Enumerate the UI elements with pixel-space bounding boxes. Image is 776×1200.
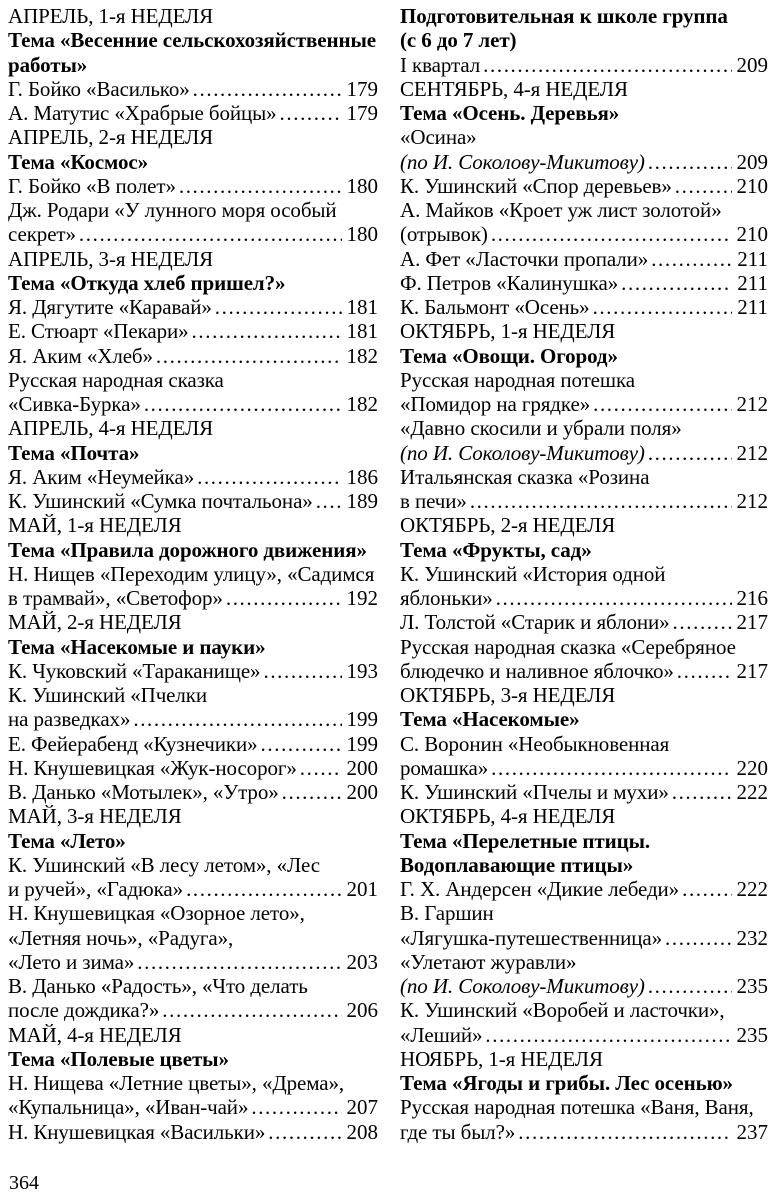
toc-entry-text: Русская народная потешка: [400, 367, 635, 392]
dot-leader: [651, 247, 732, 271]
toc-entry-text: яблоньки»: [400, 586, 493, 610]
toc-entry-text: и ручей», «Гадюка»: [8, 877, 184, 901]
toc-entry-text: АПРЕЛЬ, 3-я НЕДЕЛЯ: [8, 246, 214, 271]
toc-page-number: 181: [346, 319, 378, 344]
toc-entry-line: [400, 877, 768, 901]
toc-entry-text: Русская народная сказка «Серебряное: [400, 634, 736, 659]
toc-entry-text: К. Ушинский «Воробей и ласточки»,: [400, 998, 725, 1023]
toc-text-line: [400, 901, 768, 925]
dot-leader: [251, 1095, 341, 1119]
toc-text-line: [400, 77, 768, 101]
toc-text-line: [8, 804, 378, 828]
toc-entry-text: Дж. Родари «У лунного моря особый: [8, 198, 337, 222]
toc-page-number: 235: [736, 974, 768, 998]
dot-leader: [677, 659, 732, 683]
toc-left-column: [8, 4, 378, 1144]
toc-page-number: 222: [736, 877, 768, 901]
toc-entry-line: [400, 489, 768, 513]
toc-entry-text: К. Ушинский «В лесу летом», «Лес: [8, 852, 320, 877]
toc-entry-line: [8, 489, 378, 513]
toc-entry-text: Тема «Правила дорожного движения»: [8, 537, 367, 562]
toc-entry-line: [400, 53, 768, 77]
toc-entry-text: работы»: [8, 52, 88, 77]
toc-text-line: [400, 707, 768, 731]
toc-entry-text: АПРЕЛЬ, 1-я НЕДЕЛЯ: [8, 4, 214, 28]
toc-entry-text: АПРЕЛЬ, 2-я НЕДЕЛЯ: [8, 125, 214, 150]
toc-entry-line: [400, 586, 768, 610]
toc-page-number: 193: [346, 658, 378, 683]
toc-entry-text: (отрывок): [400, 222, 488, 247]
toc-entry-text: К. Ушинский «Пчелы и мухи»: [400, 780, 669, 804]
toc-entry-line: [8, 732, 378, 756]
toc-entry-text: НОЯБРЬ, 1-я НЕДЕЛЯ: [400, 1046, 603, 1071]
dot-leader: [485, 1023, 731, 1047]
toc-text-line: [400, 416, 768, 440]
dot-leader: [215, 295, 342, 319]
toc-text-line: [8, 974, 378, 998]
toc-entry-line: [400, 222, 768, 246]
toc-page-number: 210: [736, 173, 768, 198]
toc-entry-text: ОКТЯБРЬ, 4-я НЕДЕЛЯ: [400, 804, 616, 829]
toc-text-line: [400, 804, 768, 828]
toc-entry-line: [8, 586, 378, 610]
toc-entry-line: [400, 271, 768, 295]
toc-entry-text: К. Ушинский «Пчелки: [8, 683, 207, 707]
toc-text-line: [400, 635, 768, 659]
dot-leader: [665, 926, 731, 950]
toc-text-line: [400, 344, 768, 368]
toc-page-number: 212: [736, 392, 768, 416]
toc-entry-line: [8, 77, 378, 101]
toc-entry-line: [8, 877, 378, 901]
toc-entry-line: [400, 174, 768, 198]
toc-text-line: [8, 53, 378, 77]
dot-leader: [186, 877, 341, 901]
toc-entry-text: К. Ушинский «История одной: [400, 561, 666, 586]
toc-entry-line: [8, 780, 378, 804]
toc-text-line: [8, 150, 378, 174]
toc-text-line: [400, 853, 768, 877]
dot-leader: [648, 150, 732, 174]
toc-entry-text: С. Воронин «Необыкновенная: [400, 731, 670, 756]
toc-page-number: 199: [346, 707, 378, 732]
toc-entry-text: (по И. Соколову-Микитову): [400, 974, 645, 998]
dot-leader: [282, 780, 342, 804]
toc-page-number: 212: [736, 489, 768, 513]
toc-text-line: [8, 829, 378, 853]
toc-right-column: [400, 4, 768, 1144]
dot-leader: [675, 174, 732, 198]
dot-leader: [621, 271, 732, 295]
toc-entry-text: Водоплавающие птицы»: [400, 852, 634, 877]
toc-text-line: [8, 853, 378, 877]
toc-entry-text: Н. Кнушевицкая «Васильки»: [8, 1119, 266, 1144]
toc-entry-text: Г. Х. Андерсен «Дикие лебеди»: [400, 877, 680, 901]
toc-entry-text: «Лето и зима»: [8, 949, 135, 974]
dot-leader: [491, 756, 731, 780]
toc-text-line: [8, 513, 378, 537]
toc-entry-line: [8, 1095, 378, 1119]
toc-entry-line: [8, 295, 378, 319]
toc-entry-text: Русская народная сказка: [8, 367, 224, 392]
toc-text-line: [400, 101, 768, 125]
toc-entry-text: Я. Аким «Хлеб»: [8, 343, 153, 368]
toc-page-number: 220: [736, 755, 768, 780]
toc-entry-line: [400, 150, 768, 174]
dot-leader: [491, 222, 732, 246]
toc-entry-line: [8, 950, 378, 974]
dot-leader: [226, 586, 342, 610]
toc-entry-text: К. Ушинский «Сумка почтальона»: [8, 489, 313, 513]
toc-page-number: 217: [736, 658, 768, 683]
toc-text-line: [400, 465, 768, 489]
toc-page-number: 201: [346, 877, 378, 901]
toc-entry-text: АПРЕЛЬ, 4-я НЕДЕЛЯ: [8, 416, 214, 441]
dot-leader: [268, 1120, 341, 1144]
toc-entry-line: [8, 344, 378, 368]
toc-entry-line: [8, 392, 378, 416]
toc-page-number: 189: [346, 489, 378, 513]
toc-page-number: 211: [737, 295, 768, 319]
toc-text-line: [8, 1023, 378, 1047]
toc-entry-text: «Летняя ночь», «Радуга»,: [8, 925, 234, 950]
dot-leader: [192, 319, 342, 343]
toc-entry-line: [8, 465, 378, 489]
toc-text-line: [400, 998, 768, 1022]
toc-page-number: 182: [346, 392, 378, 416]
toc-entry-line: [8, 222, 378, 246]
toc-entry-text: Тема «Лето»: [8, 828, 126, 853]
toc-entry-text: Тема «Ягоды и грибы. Лес осенью»: [400, 1071, 733, 1095]
toc-entry-line: [400, 1120, 768, 1144]
toc-entry-line: [400, 926, 768, 950]
toc-text-line: [8, 28, 378, 52]
toc-entry-text: Тема «Насекомые и пауки»: [8, 634, 266, 659]
toc-entry-text: К. Бальмонт «Осень»: [400, 295, 590, 319]
dot-leader: [648, 441, 732, 465]
toc-entry-text: Л. Толстой «Старик и яблони»: [400, 610, 670, 635]
toc-text-line: [400, 125, 768, 149]
toc-entry-text: «Купальница», «Иван-чай»: [8, 1095, 249, 1120]
toc-page-number: 181: [346, 295, 378, 319]
toc-text-line: [400, 683, 768, 707]
toc-page-number: 237: [736, 1119, 768, 1144]
toc-text-line: [8, 1071, 378, 1095]
dot-leader: [197, 465, 341, 489]
toc-page-number: 211: [737, 270, 768, 295]
toc-page-number: 208: [346, 1119, 378, 1144]
toc-entry-text: Г. Бойко «Василько»: [8, 76, 190, 101]
dot-leader: [593, 295, 733, 319]
toc-text-line: [400, 28, 768, 52]
toc-text-line: [8, 271, 378, 295]
dot-leader: [648, 974, 732, 998]
toc-entry-text: где ты был?»: [400, 1119, 516, 1144]
toc-entry-text: СЕНТЯБРЬ, 4-я НЕДЕЛЯ: [400, 76, 628, 101]
toc-page-number: 203: [346, 949, 378, 974]
dot-leader: [263, 659, 341, 683]
dot-leader: [593, 392, 731, 416]
toc-entry-text: А. Майков «Кроет уж лист золотой»: [400, 198, 722, 222]
toc-text-line: [8, 538, 378, 562]
toc-text-line: [400, 732, 768, 756]
toc-entry-text: Н. Кнушевицкая «Озорное лето»,: [8, 901, 305, 926]
toc-page-number: 206: [346, 998, 378, 1023]
toc-entry-line: [8, 1120, 378, 1144]
dot-leader: [133, 707, 341, 731]
toc-text-line: [8, 368, 378, 392]
toc-text-line: [8, 4, 378, 28]
toc-entry-text: Тема «Овощи. Огород»: [400, 343, 618, 368]
toc-entry-text: Подготовительная к школе группа: [400, 4, 728, 28]
toc-entry-text: ромашка»: [400, 755, 489, 780]
toc-page-number: 180: [346, 222, 378, 247]
toc-entry-text: Н. Кнушевицкая «Жук-носорог»: [8, 755, 297, 780]
toc-text-line: [400, 562, 768, 586]
toc-text-line: [400, 319, 768, 343]
toc-text-line: [400, 4, 768, 28]
toc-text-line: [400, 1047, 768, 1071]
toc-entry-line: [8, 174, 378, 198]
toc-text-line: [8, 926, 378, 950]
toc-entry-text: блюдечко и наливное яблочко»: [400, 658, 674, 683]
dot-leader: [193, 77, 342, 101]
toc-entry-text: ОКТЯБРЬ, 1-я НЕДЕЛЯ: [400, 319, 616, 344]
dot-leader: [137, 950, 341, 974]
toc-text-line: [8, 610, 378, 634]
toc-page-number: 210: [736, 222, 768, 247]
toc-entry-text: (с 6 до 7 лет): [400, 28, 517, 53]
dot-leader: [162, 998, 341, 1022]
toc-page-number: 180: [346, 173, 378, 198]
dot-leader: [144, 392, 342, 416]
toc-entry-text: «Давно скосили и убрали поля»: [400, 416, 682, 441]
toc-text-line: [8, 416, 378, 440]
toc-page-number: 232: [736, 925, 768, 950]
toc-entry-text: К. Ушинский «Спор деревьев»: [400, 173, 672, 198]
toc-page-number: 211: [737, 246, 768, 271]
toc-entry-text: А. Фет «Ласточки пропали»: [400, 246, 649, 271]
toc-entry-line: [400, 974, 768, 998]
toc-entry-text: (по И. Соколову-Микитову): [400, 440, 645, 465]
dot-leader: [483, 53, 731, 77]
toc-entry-text: Тема «Откуда хлеб пришел?»: [8, 270, 286, 295]
toc-page-number: 200: [346, 780, 378, 804]
toc-entry-text: «Леший»: [400, 1022, 483, 1047]
toc-page-number: 216: [736, 586, 768, 610]
dot-leader: [316, 489, 342, 513]
toc-entry-text: секрет»: [8, 222, 76, 247]
toc-entry-line: [8, 998, 378, 1022]
toc-entry-line: [400, 610, 768, 634]
toc-entry-text: Я. Аким «Неумейка»: [8, 464, 195, 489]
toc-entry-text: «Улетают журавли»: [400, 949, 577, 974]
toc-entry-text: Тема «Почта»: [8, 440, 140, 465]
toc-page-number: 222: [736, 780, 768, 804]
toc-entry-text: «Лягушка-путешественница»: [400, 925, 663, 950]
toc-entry-line: [8, 659, 378, 683]
dot-leader: [672, 780, 732, 804]
toc-entry-text: ОКТЯБРЬ, 3-я НЕДЕЛЯ: [400, 683, 616, 707]
toc-text-line: [8, 198, 378, 222]
toc-entry-text: Тема «Насекомые»: [400, 707, 580, 732]
toc-entry-text: В. Гаршин: [400, 901, 494, 926]
toc-text-line: [400, 513, 768, 537]
toc-entry-text: МАЙ, 4-я НЕДЕЛЯ: [8, 1022, 182, 1047]
toc-entry-text: А. Матутис «Храбрые бойцы»: [8, 101, 277, 125]
toc-page-number: 192: [346, 586, 378, 610]
toc-text-line: [400, 198, 768, 222]
toc-entry-text: Ф. Петров «Калинушка»: [400, 270, 619, 295]
toc-entry-text: Тема «Фрукты, сад»: [400, 537, 592, 562]
dot-leader: [300, 756, 342, 780]
toc-entry-text: Тема «Осень. Деревья»: [400, 101, 620, 125]
toc-text-line: [8, 441, 378, 465]
toc-entry-text: (по И. Соколову-Микитову): [400, 149, 645, 174]
toc-entry-text: в трамвай», «Светофор»: [8, 586, 223, 610]
toc-entry-line: [400, 780, 768, 804]
toc-entry-text: I квартал: [400, 52, 481, 77]
toc-entry-text: МАЙ, 1-я НЕДЕЛЯ: [8, 513, 182, 538]
dot-leader: [179, 174, 342, 198]
toc-text-line: [400, 1095, 768, 1119]
toc-entry-text: Тема «Полевые цветы»: [8, 1046, 229, 1071]
toc-entry-text: Тема «Космос»: [8, 149, 148, 174]
toc-text-line: [400, 538, 768, 562]
toc-entry-line: [8, 756, 378, 780]
dot-leader: [496, 586, 732, 610]
toc-entry-line: [400, 247, 768, 271]
toc-entry-text: В. Данько «Радость», «Что делать: [8, 974, 308, 998]
toc-page-number: 186: [346, 464, 378, 489]
toc-entry-line: [400, 756, 768, 780]
dot-leader: [682, 877, 731, 901]
toc-entry-text: Г. Бойко «В полет»: [8, 173, 176, 198]
toc-entry-text: Е. Стюарт «Пекари»: [8, 319, 189, 344]
toc-page-number: 209: [736, 149, 768, 174]
toc-entry-text: после дождика?»: [8, 998, 160, 1023]
toc-entry-line: [400, 1023, 768, 1047]
toc-text-line: [400, 950, 768, 974]
toc-entry-text: Е. Фейерабенд «Кузнечики»: [8, 731, 258, 756]
toc-text-line: [8, 125, 378, 149]
toc-entry-text: Н. Нищев «Переходим улицу», «Садимся: [8, 561, 375, 586]
toc-page-number: 207: [346, 1095, 378, 1120]
toc-entry-line: [8, 101, 378, 125]
toc-text-line: [8, 562, 378, 586]
toc-entry-text: Тема «Перелетные птицы.: [400, 828, 651, 853]
toc-page-number: 179: [346, 101, 378, 125]
toc-entry-text: на разведках»: [8, 707, 131, 732]
toc-text-line: [8, 247, 378, 271]
toc-entry-text: МАЙ, 2-я НЕДЕЛЯ: [8, 610, 182, 635]
toc-entry-text: «Осина»: [400, 125, 477, 150]
toc-entry-text: «Помидор на грядке»: [400, 392, 591, 416]
dot-leader: [156, 344, 342, 368]
toc-page-number: 235: [736, 1022, 768, 1047]
toc-page-number: 179: [346, 76, 378, 101]
dot-leader: [261, 732, 342, 756]
toc-entry-line: [400, 659, 768, 683]
toc-entry-text: В. Данько «Мотылек», «Утро»: [8, 780, 279, 804]
dot-leader: [470, 489, 732, 513]
toc-entry-line: [400, 441, 768, 465]
toc-page-number: 200: [346, 755, 378, 780]
toc-text-line: [400, 368, 768, 392]
toc-text-line: [8, 683, 378, 707]
toc-page-number: 199: [346, 731, 378, 756]
toc-entry-text: «Сивка-Бурка»: [8, 392, 141, 416]
toc-entry-text: ОКТЯБРЬ, 2-я НЕДЕЛЯ: [400, 513, 616, 538]
toc-entry-line: [8, 319, 378, 343]
toc-text-line: [8, 1047, 378, 1071]
dot-leader: [673, 610, 732, 634]
toc-page-number: 212: [736, 440, 768, 465]
dot-leader: [280, 101, 342, 125]
toc-entry-line: [400, 392, 768, 416]
toc-entry-line: [8, 707, 378, 731]
toc-page-number: 209: [736, 52, 768, 77]
dot-leader: [518, 1120, 731, 1144]
toc-entry-text: Итальянская сказка «Розина: [400, 464, 650, 489]
toc-entry-text: Я. Дягутите «Каравай»: [8, 295, 212, 319]
dot-leader: [79, 222, 342, 246]
toc-entry-text: МАЙ, 3-я НЕДЕЛЯ: [8, 804, 182, 829]
toc-text-line: [8, 635, 378, 659]
toc-text-line: [8, 901, 378, 925]
toc-text-line: [400, 1071, 768, 1095]
toc-text-line: [400, 829, 768, 853]
toc-page-number: 182: [346, 343, 378, 368]
toc-entry-text: в печи»: [400, 489, 467, 513]
page-number: 364: [9, 1172, 39, 1194]
toc-entry-text: Тема «Весенние сельскохозяйственные: [8, 28, 377, 53]
toc-entry-line: [400, 295, 768, 319]
toc-entry-text: К. Чуковский «Тараканище»: [8, 658, 261, 683]
toc-entry-text: Русская народная потешка «Ваня, Ваня,: [400, 1095, 754, 1120]
toc-entry-text: Н. Нищева «Летние цветы», «Дрема»,: [8, 1071, 345, 1095]
toc-page-number: 217: [736, 610, 768, 635]
